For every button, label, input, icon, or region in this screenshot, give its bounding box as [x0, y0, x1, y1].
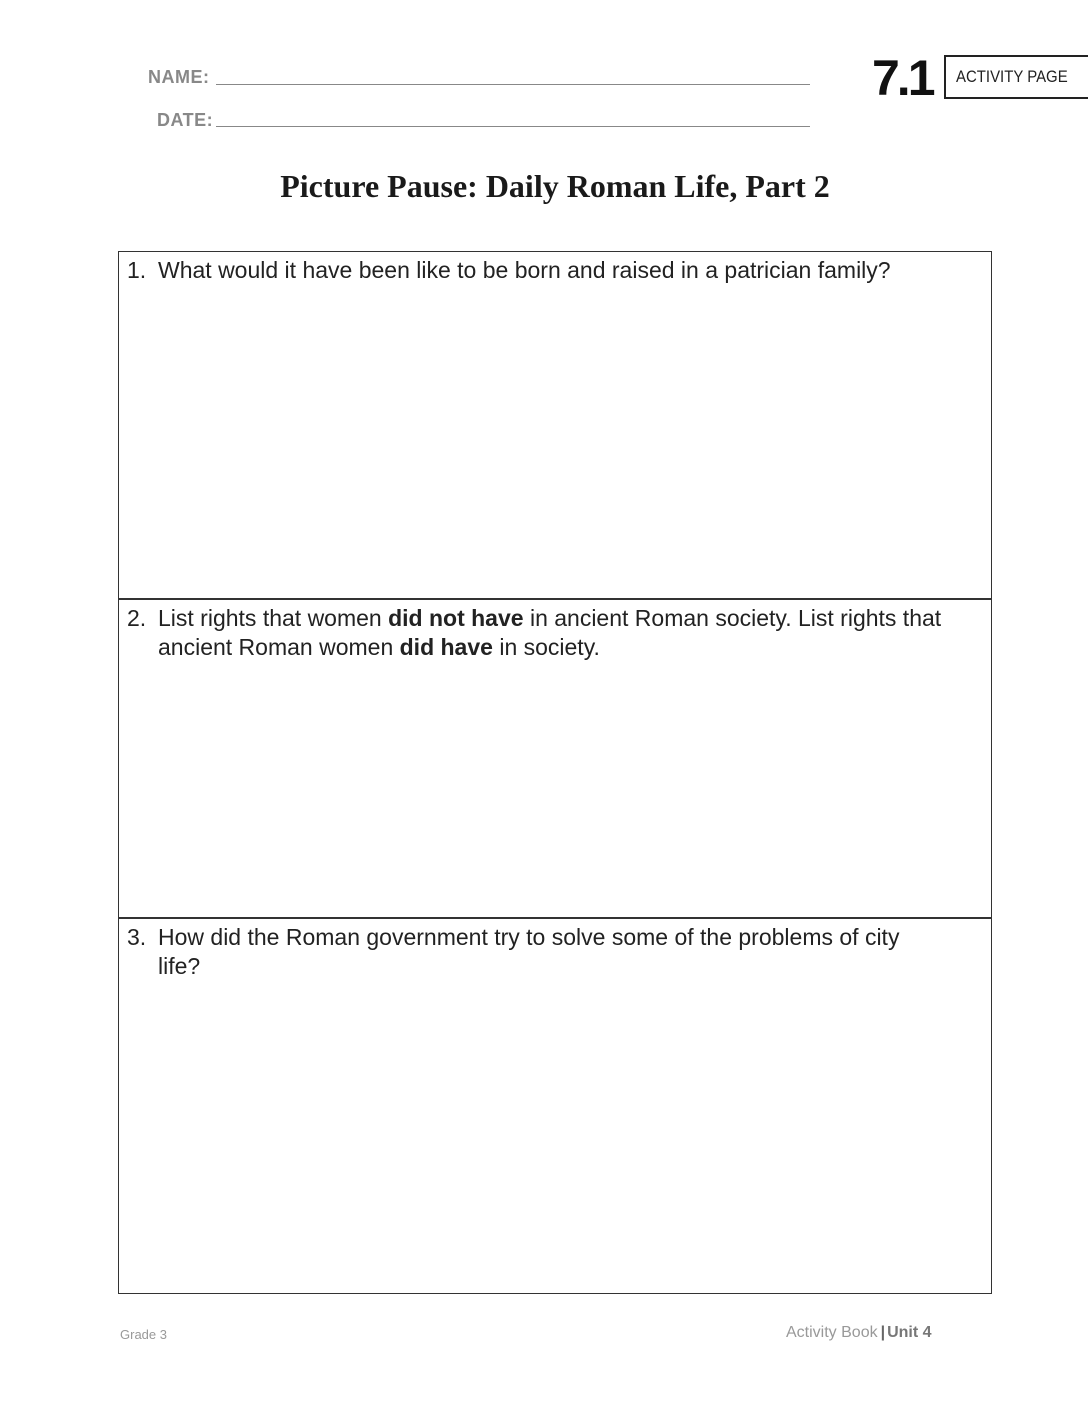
- question-2-body: List rights that women did not have in ancient Roman society. List rights that ancient Roman women did have in society.: [158, 605, 942, 660]
- question-3-body: How did the Roman government try to solve some of the problems of city life?: [158, 924, 900, 979]
- question-2-number: 2.: [127, 605, 147, 631]
- question-3-answer-box[interactable]: [118, 917, 992, 1294]
- emphasis-did-not-have: did not have: [388, 605, 524, 631]
- name-label: NAME:: [148, 67, 210, 87]
- question-1-body: What would it have been like to be born and raised in a patrician family?: [158, 257, 891, 283]
- question-3-number: 3.: [127, 924, 147, 950]
- activity-page-box: [944, 55, 1088, 99]
- footer-separator: |: [880, 1324, 886, 1341]
- activity-number: 7.1: [872, 50, 933, 106]
- question-1-answer-box[interactable]: [118, 251, 992, 600]
- date-label: DATE:: [157, 110, 214, 130]
- question-2-text: [127, 604, 947, 662]
- name-line[interactable]: [216, 84, 810, 85]
- footer-unit: Unit 4: [887, 1324, 932, 1341]
- page-title: Picture Pause: Daily Roman Life, Part 2: [280, 168, 830, 204]
- question-1-text: [127, 256, 947, 285]
- question-2-answer-box[interactable]: [118, 598, 992, 919]
- question-3-text: [127, 923, 917, 981]
- date-line[interactable]: [216, 126, 810, 127]
- emphasis-did-have: did have: [399, 634, 493, 660]
- footer-book-unit: [786, 1324, 932, 1342]
- activity-page-label: ACTIVITY PAGE: [956, 67, 1068, 86]
- question-1-number: 1.: [127, 257, 147, 283]
- footer-book: Activity Book: [786, 1324, 878, 1341]
- footer-grade: Grade 3: [120, 1327, 167, 1342]
